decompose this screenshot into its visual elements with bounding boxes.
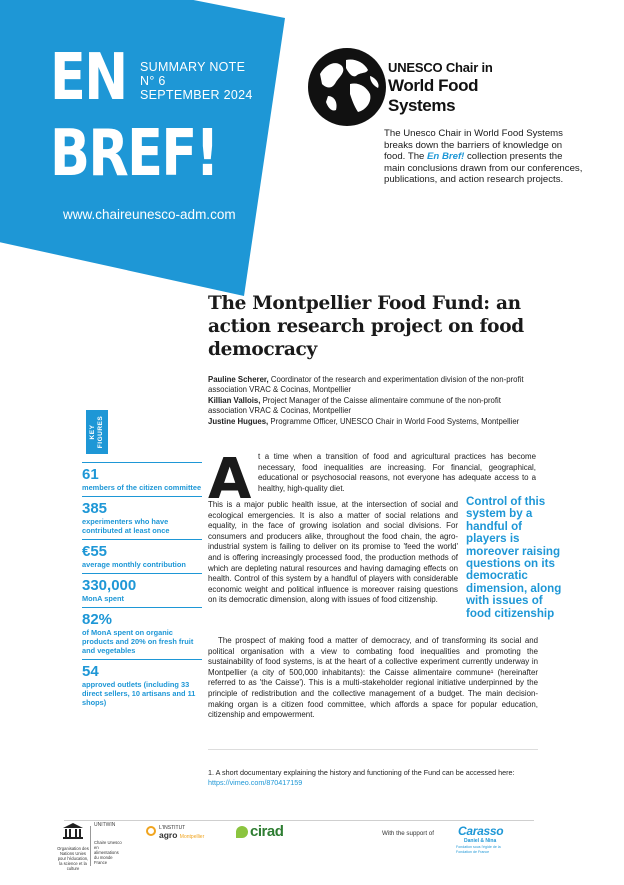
agro-logo-icon	[146, 826, 156, 836]
key-figure-label: members of the citizen committee	[82, 483, 202, 492]
key-figure-label: MonA spent	[82, 594, 125, 603]
key-figure	[82, 496, 202, 535]
footnote-divider	[208, 749, 538, 750]
key-figure-label: of MonA spent on organic products and 20% on fresh fruit and vegetables	[82, 628, 194, 655]
key-figure-value: 61	[82, 466, 99, 483]
key-figure-value: 330,000	[82, 577, 137, 594]
chair-desc-em: En Bref!	[427, 151, 465, 163]
author-1	[208, 375, 538, 395]
carasso-subtitle: Daniel & Nina	[464, 838, 497, 844]
agro-main-text: agro	[159, 830, 178, 840]
unesco-temple-icon	[62, 822, 84, 840]
chair-title-line1: UNESCO Chair in	[388, 60, 493, 75]
carasso-tagline: Fondation sous l'égide de la Fondation de France	[456, 845, 501, 854]
key-figure-label: approved outlets (including 33 direct sellers, 10 artisans and 11 shops)	[82, 680, 196, 707]
carasso-logo-text: Carasso	[458, 824, 504, 838]
key-figures-tab	[86, 410, 108, 454]
paragraph-1-lead: t a time when a transition of food and agricultural practices has become necessary, food inequalities are increasing. For financial, geographical, educational or psychosocial reasons, not everyone has adequate access to a healthy, high-quality diet.	[258, 452, 536, 493]
key-figure-value: 54	[82, 663, 99, 680]
key-figure	[82, 573, 202, 603]
key-figure	[82, 659, 202, 707]
header-blue-block	[0, 0, 300, 300]
summary-label: SUMMARY NOTE	[140, 60, 246, 74]
chair-desc-pre: The Unesco Chair in World Food Systems breaks down the barriers of knowledge on food. The	[384, 128, 563, 163]
unesco-org-text: Organisation des Nations Unies pour l'éducation, la science et la culture	[57, 846, 89, 871]
brand-bref: BREF!	[50, 117, 218, 191]
brand-en: EN	[50, 41, 127, 115]
paragraph-1-rest: This is a major public health issue, at the intersection of social and ecological emergencies. It is also a matter of social relations and equality, in the face of growing isolation and social divisions. For consumers and producers alike, throughout the food chain, the agro-industrial system is failing to deliver on its promise to 'feed the world' and is offering increasingly processed food, the production methods of which are depleting natural resources and having damaging effects on health. Control of this system by a handful of players with considerable economic weight and political influence is moreover raising questions on its democratic dimension, along with issues of food citizenship.	[208, 500, 458, 605]
unitwin-label: UNITWIN	[94, 822, 116, 828]
author-3	[208, 417, 538, 427]
cirad-logo-text: cirad	[250, 823, 284, 840]
footnote-link[interactable]: https://vimeo.com/870417159	[208, 777, 303, 787]
author-2	[208, 396, 538, 416]
issue-number: N° 6	[140, 74, 166, 88]
chair-title-line3: Systems	[388, 96, 456, 115]
agro-city-text: Montpellier	[179, 834, 205, 840]
footnote-text: 1. A short documentary explaining the history and functioning of the Fund can be accessed here:	[208, 768, 515, 777]
chair-description	[384, 128, 584, 186]
author-role: Project Manager of the Caisse alimentaire commune of the non-profit association VRAC & Cocinas, Montpellier	[208, 396, 501, 415]
author-role: Programme Officer, UNESCO Chair in World Food Systems, Montpellier	[268, 417, 520, 426]
key-figure-value: 385	[82, 500, 108, 517]
author-role: Coordinator of the research and experimentation division of the non-profit association VRAC & Cocinas, Montpellier	[208, 375, 524, 394]
key-figure	[82, 607, 202, 655]
key-figure-label: average monthly contribution	[82, 560, 186, 569]
key-figure	[82, 462, 202, 492]
key-figure-value: €55	[82, 543, 108, 560]
agro-logo-text	[159, 830, 204, 840]
paragraph-2: The prospect of making food a matter of democracy, and of transforming its social and political organisation with a view to combating food inequalities and promoting the sustainability of food systems, is at the heart of a collective experiment currently underway in Montpellier (a city of 500,000 inhabitants): the Caisse alimentaire commune¹ (hereinafter referred to as 'the Caisse'). This is a multi-stakeholder regional initiative underpinned by the principle of redistribution and the collective management of a budget. The main decision-making organ is a citizen food committee, which affords a space for popular education, citizenship and empowerment.	[208, 636, 538, 720]
footer-rule	[64, 820, 534, 821]
cirad-leaf-icon	[236, 826, 248, 838]
key-figures-line2: FIGURES	[97, 415, 104, 449]
website-link[interactable]: www.chaireunesco-adm.com	[63, 207, 236, 222]
chair-desc-post: collection presents the main conclusions drawn from our conferences, publications, and action research projects.	[384, 151, 583, 186]
author-name: Justine Hugues,	[208, 417, 269, 426]
author-name: Pauline Scherer,	[208, 375, 269, 384]
pull-quote: Control of this system by a handful of players is moreover raising questions on its democratic dimension, along with issues of food citizenship	[466, 495, 562, 620]
key-figures-label	[89, 416, 105, 448]
drop-cap: A	[208, 447, 252, 512]
article-title: The Montpellier Food Fund: an action research project on food democracy	[208, 293, 524, 360]
key-figure-label: experimenters who have contributed at least once	[82, 517, 170, 535]
summary-meta	[140, 60, 253, 102]
key-figure	[82, 539, 202, 569]
footnote	[208, 768, 538, 787]
authors-list	[208, 375, 538, 428]
key-figures-line1: KEY	[89, 424, 96, 440]
chair-title-line2: World Food	[388, 76, 479, 95]
author-name: Killian Vallois,	[208, 396, 261, 405]
support-label: With the support of	[382, 830, 434, 837]
key-figures-list	[82, 462, 202, 711]
unitwin-description: Chaire Unesco en alimentations du monde France	[94, 840, 122, 865]
footer-divider	[90, 826, 91, 866]
agro-institut-label: L'INSTITUT	[159, 825, 186, 831]
key-figure-value: 82%	[82, 611, 113, 628]
globe-icon	[306, 46, 388, 128]
issue-date: SEPTEMBER 2024	[140, 88, 253, 102]
